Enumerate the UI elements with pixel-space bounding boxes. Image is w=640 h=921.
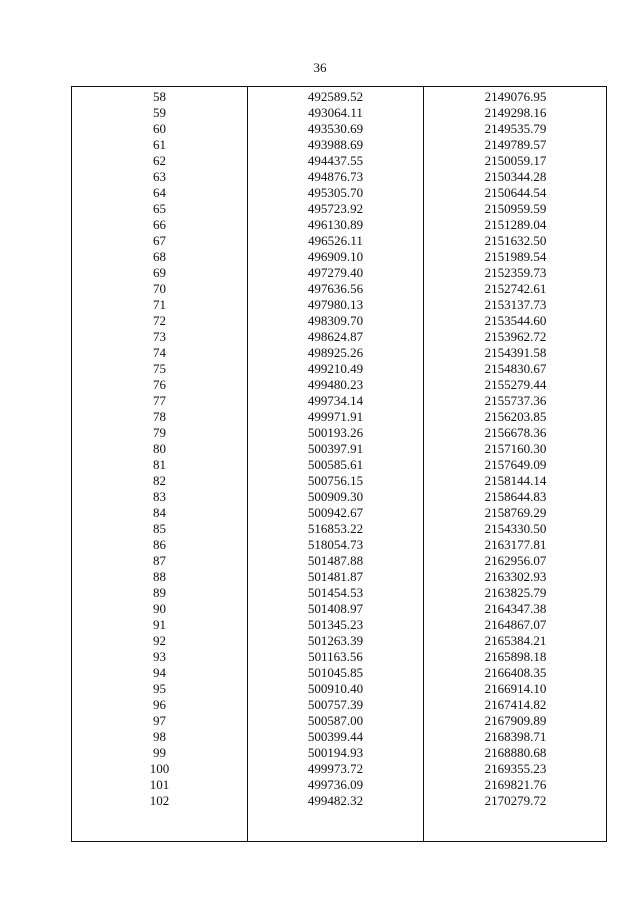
- x-coordinate-cell: 500194.93: [307, 745, 364, 760]
- x-coordinate-cell: 501454.53: [307, 585, 364, 600]
- x-coordinate-cell: 501163.56: [308, 649, 363, 664]
- y-coordinate-cell: 2150644.54: [484, 185, 547, 200]
- page-number: 36: [313, 60, 327, 75]
- x-coordinate-cell: 493530.69: [307, 121, 364, 136]
- y-coordinate-cell: 2151989.54: [484, 249, 547, 264]
- y-coordinate-cell: 2168880.68: [484, 745, 547, 760]
- x-coordinate-cell: 501263.39: [307, 633, 364, 648]
- point-number-cell: 96: [153, 697, 166, 712]
- point-number-cell: 69: [153, 265, 166, 280]
- point-number-cell: 67: [153, 233, 166, 248]
- point-number-cell: 68: [153, 249, 166, 264]
- table-row: [72, 105, 606, 121]
- y-coordinate-cell: 2162956.07: [484, 553, 547, 568]
- point-number-cell: 71: [153, 297, 166, 312]
- y-coordinate-cell: 2167414.82: [484, 697, 547, 712]
- table-row: [72, 185, 606, 201]
- point-number-cell: 94: [153, 665, 166, 680]
- x-coordinate-cell: 496526.11: [308, 233, 363, 248]
- point-number-cell: 85: [153, 521, 166, 536]
- y-coordinate-cell: 2166408.35: [484, 665, 547, 680]
- y-coordinate-cell: 2163825.79: [484, 585, 547, 600]
- x-coordinate-cell: 500587.00: [307, 713, 364, 728]
- x-coordinate-cell: 500942.67: [307, 505, 364, 520]
- x-coordinate-cell: 492589.52: [307, 89, 364, 104]
- table-row: [72, 521, 606, 537]
- point-number-cell: 63: [153, 169, 166, 184]
- point-number-cell: 74: [153, 345, 166, 360]
- x-coordinate-cell: 500193.26: [307, 425, 364, 440]
- point-number-cell: 90: [153, 601, 166, 616]
- x-coordinate-cell: 501481.87: [307, 569, 364, 584]
- x-coordinate-cell: 500397.91: [307, 441, 364, 456]
- point-number-cell: 70: [153, 281, 166, 296]
- point-number-cell: 102: [149, 793, 170, 808]
- x-coordinate-cell: 497636.56: [307, 281, 364, 296]
- y-coordinate-cell: 2149789.57: [484, 137, 547, 152]
- table-row: [72, 169, 606, 185]
- point-number-cell: 97: [153, 713, 166, 728]
- point-number-cell: 81: [153, 457, 166, 472]
- point-number-cell: 91: [153, 617, 166, 632]
- y-coordinate-cell: 2153544.60: [484, 313, 547, 328]
- x-coordinate-cell: 498624.87: [307, 329, 364, 344]
- point-number-cell: 79: [153, 425, 166, 440]
- y-coordinate-cell: 2152742.61: [484, 281, 547, 296]
- point-number-cell: 60: [153, 121, 166, 136]
- table-row: [72, 601, 606, 617]
- point-number-cell: 78: [153, 409, 166, 424]
- point-number-cell: 58: [153, 89, 166, 104]
- point-number-cell: 88: [153, 569, 166, 584]
- point-number-cell: 92: [153, 633, 166, 648]
- table-row: [72, 729, 606, 745]
- point-number-cell: 83: [153, 489, 166, 504]
- x-coordinate-cell: 500910.40: [307, 681, 364, 696]
- y-coordinate-cell: 2164347.38: [484, 601, 547, 616]
- y-coordinate-cell: 2151632.50: [484, 233, 547, 248]
- table-row: [72, 89, 606, 105]
- y-coordinate-cell: 2149298.16: [484, 105, 547, 120]
- x-coordinate-cell: 500585.61: [307, 457, 364, 472]
- table-row: [72, 457, 606, 473]
- x-coordinate-cell: 493064.11: [308, 105, 363, 120]
- x-coordinate-cell: 501345.23: [307, 617, 364, 632]
- x-coordinate-cell: 498925.26: [307, 345, 364, 360]
- point-number-cell: 62: [153, 153, 166, 168]
- y-coordinate-cell: 2154830.67: [484, 361, 547, 376]
- x-coordinate-cell: 499973.72: [307, 761, 364, 776]
- point-number-cell: 87: [153, 553, 166, 568]
- table-row: [72, 617, 606, 633]
- x-coordinate-cell: 500909.30: [307, 489, 364, 504]
- table-row: [72, 777, 606, 793]
- table-row: [72, 713, 606, 729]
- y-coordinate-cell: 2167909.89: [484, 713, 547, 728]
- point-number-cell: 101: [149, 777, 170, 792]
- table-row: [72, 297, 606, 313]
- table-row: [72, 761, 606, 777]
- table-row: [72, 537, 606, 553]
- x-coordinate-cell: 497279.40: [307, 265, 364, 280]
- table-row: [72, 489, 606, 505]
- table-row: [72, 473, 606, 489]
- x-coordinate-cell: 501487.88: [307, 553, 364, 568]
- y-coordinate-cell: 2153137.73: [484, 297, 547, 312]
- y-coordinate-cell: 2158644.83: [484, 489, 547, 504]
- table-row: [72, 745, 606, 761]
- y-coordinate-cell: 2156203.85: [484, 409, 547, 424]
- table-row: [72, 153, 606, 169]
- table-row: [72, 665, 606, 681]
- coordinates-table: [71, 86, 607, 842]
- x-coordinate-cell: 499971.91: [307, 409, 364, 424]
- point-number-cell: 65: [153, 201, 166, 216]
- y-coordinate-cell: 2169355.23: [484, 761, 547, 776]
- x-coordinate-cell: 500399.44: [307, 729, 364, 744]
- point-number-cell: 99: [153, 745, 166, 760]
- table-row: [72, 281, 606, 297]
- x-coordinate-cell: 499734.14: [307, 393, 364, 408]
- point-number-cell: 100: [149, 761, 170, 776]
- y-coordinate-cell: 2157649.09: [484, 457, 547, 472]
- table-row: [72, 441, 606, 457]
- y-coordinate-cell: 2164867.07: [484, 617, 547, 632]
- x-coordinate-cell: 516853.22: [307, 521, 364, 536]
- x-coordinate-cell: 499480.23: [307, 377, 364, 392]
- x-coordinate-cell: 496909.10: [307, 249, 364, 264]
- y-coordinate-cell: 2151289.04: [484, 217, 547, 232]
- y-coordinate-cell: 2150959.59: [484, 201, 547, 216]
- y-coordinate-cell: 2155279.44: [484, 377, 547, 392]
- y-coordinate-cell: 2149076.95: [484, 89, 547, 104]
- y-coordinate-cell: 2157160.30: [484, 441, 547, 456]
- x-coordinate-cell: 501408.97: [307, 601, 364, 616]
- table-row: [72, 393, 606, 409]
- point-number-cell: 93: [153, 649, 166, 664]
- x-coordinate-cell: 494876.73: [307, 169, 364, 184]
- point-number-cell: 86: [153, 537, 166, 552]
- x-coordinate-cell: 498309.70: [307, 313, 364, 328]
- table-row: [72, 377, 606, 393]
- table-row: [72, 505, 606, 521]
- x-coordinate-cell: 518054.73: [307, 537, 364, 552]
- y-coordinate-cell: 2154391.58: [484, 345, 547, 360]
- table-row: [72, 697, 606, 713]
- y-coordinate-cell: 2166914.10: [484, 681, 547, 696]
- table-row: [72, 409, 606, 425]
- table-row: [72, 313, 606, 329]
- x-coordinate-cell: 499482.32: [307, 793, 364, 808]
- table-row: [72, 793, 606, 809]
- y-coordinate-cell: 2158769.29: [484, 505, 547, 520]
- table-row: [72, 249, 606, 265]
- table-row: [72, 345, 606, 361]
- y-coordinate-cell: 2156678.36: [484, 425, 547, 440]
- y-coordinate-cell: 2163302.93: [484, 569, 547, 584]
- table-row: [72, 633, 606, 649]
- point-number-cell: 77: [153, 393, 166, 408]
- x-coordinate-cell: 497980.13: [307, 297, 364, 312]
- x-coordinate-cell: 495305.70: [307, 185, 364, 200]
- table-row: [72, 681, 606, 697]
- x-coordinate-cell: 496130.89: [307, 217, 364, 232]
- x-coordinate-cell: 493988.69: [307, 137, 364, 152]
- point-number-cell: 59: [153, 105, 166, 120]
- table-row: [72, 425, 606, 441]
- y-coordinate-cell: 2150059.17: [484, 153, 547, 168]
- y-coordinate-cell: 2165384.21: [484, 633, 547, 648]
- table-body: [72, 89, 606, 809]
- x-coordinate-cell: 501045.85: [307, 665, 364, 680]
- table-row: [72, 201, 606, 217]
- point-number-cell: 72: [153, 313, 166, 328]
- y-coordinate-cell: 2158144.14: [484, 473, 547, 488]
- y-coordinate-cell: 2168398.71: [484, 729, 547, 744]
- y-coordinate-cell: 2150344.28: [484, 169, 547, 184]
- point-number-cell: 95: [153, 681, 166, 696]
- point-number-cell: 84: [153, 505, 166, 520]
- table-row: [72, 649, 606, 665]
- x-coordinate-cell: 500756.15: [307, 473, 364, 488]
- point-number-cell: 73: [153, 329, 166, 344]
- x-coordinate-cell: 500757.39: [307, 697, 364, 712]
- table-row: [72, 265, 606, 281]
- table-row: [72, 329, 606, 345]
- point-number-cell: 89: [153, 585, 166, 600]
- y-coordinate-cell: 2149535.79: [484, 121, 547, 136]
- table-row: [72, 137, 606, 153]
- y-coordinate-cell: 2169821.76: [484, 777, 547, 792]
- point-number-cell: 98: [153, 729, 166, 744]
- point-number-cell: 82: [153, 473, 166, 488]
- table-row: [72, 585, 606, 601]
- y-coordinate-cell: 2154330.50: [484, 521, 547, 536]
- table-row: [72, 121, 606, 137]
- table-row: [72, 361, 606, 377]
- y-coordinate-cell: 2155737.36: [484, 393, 547, 408]
- y-coordinate-cell: 2165898.18: [484, 649, 547, 664]
- y-coordinate-cell: 2170279.72: [484, 793, 547, 808]
- point-number-cell: 61: [153, 137, 166, 152]
- x-coordinate-cell: 499736.09: [307, 777, 364, 792]
- point-number-cell: 75: [153, 361, 166, 376]
- point-number-cell: 80: [153, 441, 166, 456]
- table-row: [72, 217, 606, 233]
- y-coordinate-cell: 2163177.81: [484, 537, 547, 552]
- point-number-cell: 76: [153, 377, 166, 392]
- point-number-cell: 64: [153, 185, 166, 200]
- x-coordinate-cell: 499210.49: [307, 361, 364, 376]
- x-coordinate-cell: 495723.92: [307, 201, 364, 216]
- table-row: [72, 553, 606, 569]
- table-row: [72, 569, 606, 585]
- x-coordinate-cell: 494437.55: [307, 153, 364, 168]
- point-number-cell: 66: [153, 217, 166, 232]
- y-coordinate-cell: 2152359.73: [484, 265, 547, 280]
- y-coordinate-cell: 2153962.72: [484, 329, 547, 344]
- table-row: [72, 233, 606, 249]
